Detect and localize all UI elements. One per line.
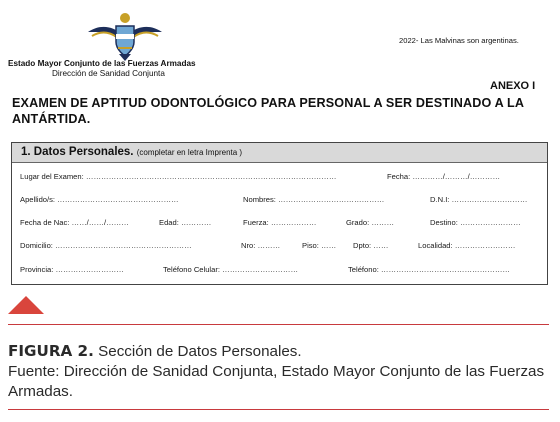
organization-subdivision: Dirección de Sanidad Conjunta [52,69,165,78]
figure-label: FIGURA 2. [8,342,94,360]
field-destino[interactable]: Destino: …………………… [430,218,521,227]
eagle-emblem-icon [86,10,164,62]
field-telefono-celular[interactable]: Teléfono Celular: ………………………… [163,265,299,274]
field-nombres[interactable]: Nombres: …………………………………… [243,195,385,204]
field-nro[interactable]: Nro: ……… [241,241,281,250]
figure-title: Sección de Datos Personales. [98,343,302,360]
annex-label: ANEXO I [490,80,536,92]
section-header-bar [12,143,547,163]
figure-caption [8,341,553,402]
field-telefono[interactable]: Teléfono: …………………………………………… [348,265,511,274]
section-title-text: 1. Datos Personales. [21,146,134,158]
caption-top-rule [8,324,549,325]
exam-title: EXAMEN DE APTITUD ODONTOLÓGICO PARA PERSONAL A SER DESTINADO A LA ANTÁRTIDA. [12,96,524,126]
field-fecha[interactable]: Fecha: …………/………/………… [387,172,501,181]
red-triangle-icon [8,296,44,314]
field-dni[interactable]: D.N.I: ………………………… [430,195,528,204]
field-piso[interactable]: Piso: …… [302,241,337,250]
field-apellidos[interactable]: Apellido/s: ………………………………………… [20,195,179,204]
section-instructions: (completar en letra Imprenta ) [136,148,243,157]
field-lugar-examen[interactable]: Lugar del Examen: ……………………………………………………………………………………… [20,172,337,181]
field-edad[interactable]: Edad: ………… [159,218,212,227]
year-motto: 2022- Las Malvinas son argentinas. [399,36,519,45]
field-provincia[interactable]: Provincia: ……………………… [20,265,124,274]
field-grado[interactable]: Grado: ……… [346,218,395,227]
caption-bottom-rule [8,409,549,410]
field-dpto[interactable]: Dpto: …… [353,241,389,250]
organization-name: Estado Mayor Conjunto de las Fuerzas Armadas [8,59,196,68]
field-fecha-nacimiento[interactable]: Fecha de Nac: ……/……/……… [20,218,129,227]
field-domicilio[interactable]: Domicilio: ……………………………………………… [20,241,192,250]
field-localidad[interactable]: Localidad: …………………… [418,241,516,250]
field-fuerza[interactable]: Fuerza: ……………… [243,218,317,227]
figure-source: Fuente: Dirección de Sanidad Conjunta, Estado Mayor Conjunto de las Fuerzas Armadas. [8,363,545,400]
section-title [21,146,242,158]
personal-data-form [11,142,548,285]
